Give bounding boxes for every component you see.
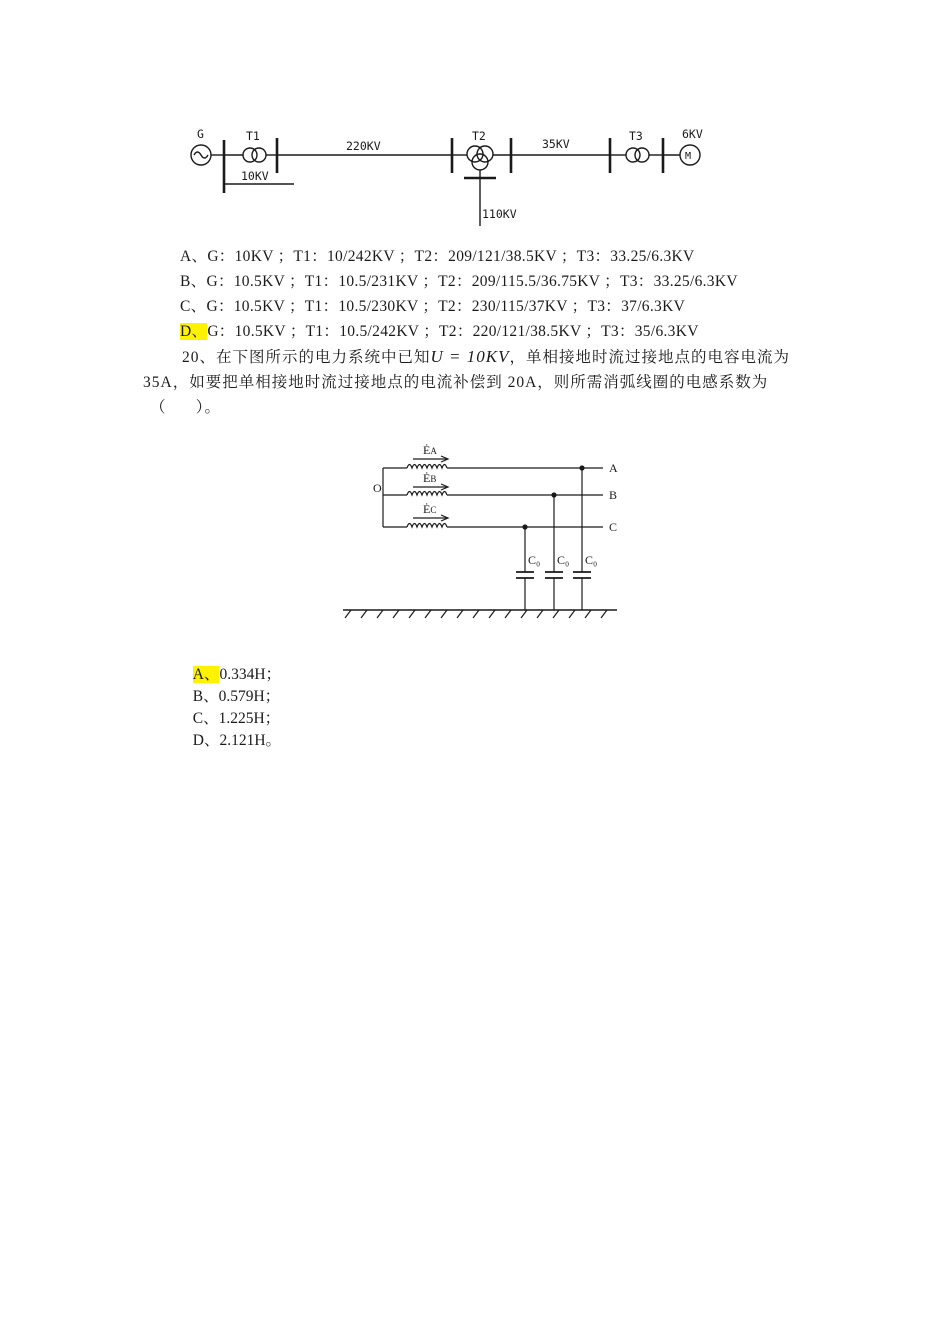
q20-math: U = 10KV <box>430 347 510 366</box>
highlighted-marker: D、 <box>180 323 208 340</box>
ground-hatching <box>345 610 607 618</box>
emf-b-label: ĖB <box>423 471 437 485</box>
option-letter: A <box>180 248 192 265</box>
label-220kv: 220KV <box>346 139 381 153</box>
label-motor: M <box>685 151 692 162</box>
label-t1: T1 <box>246 129 260 143</box>
power-system-diagram <box>180 118 720 228</box>
label-t2: T2 <box>472 129 486 143</box>
emf-c-label: ĖC <box>423 502 437 516</box>
q19-option-a[interactable]: A、G：10KV ；T1：10/242KV ；T2：209/121/38.5KV ；T3：33.25/6.3KV <box>180 248 695 265</box>
label-35kv: 35KV <box>542 137 570 151</box>
q19-option-c[interactable]: C、G：10.5KV ；T1：10.5/230KV ；T2：230/115/37KV ；T3：37/6.3KV <box>180 298 686 315</box>
option-letter: D <box>180 323 192 340</box>
option-letter: C <box>180 298 191 315</box>
option-text: G：10.5KV ；T1：10.5/230KV ；T2：230/115/37KV ；T3：37/6.3KV <box>206 298 686 315</box>
capacitor-3-label: C₀ <box>585 553 598 567</box>
q20-stem-line-3: （ ）。 <box>150 399 222 416</box>
q19-option-b[interactable]: B、G：10.5KV ；T1：10.5/231KV ；T2：209/115.5/36.75KV ；T3：33.25/6.3KV <box>180 273 738 290</box>
capacitor-2-label: C₀ <box>557 553 570 567</box>
label-t3: T3 <box>629 129 643 143</box>
q20-option-a[interactable]: A、0.334H； <box>192 666 282 683</box>
junction-c <box>522 524 527 529</box>
winding-a <box>407 465 447 469</box>
option-text: G：10KV ；T1：10/242KV ；T2：209/121/38.5KV ；T3：33.25/6.3KV <box>207 248 695 265</box>
phase-c-label: C <box>609 520 618 534</box>
winding-b <box>407 492 447 496</box>
junction-a <box>579 465 584 470</box>
label-6kv: 6KV <box>682 127 703 141</box>
phase-a-label: A <box>609 461 618 475</box>
q20-option-c[interactable]: C、1.225H； <box>192 710 281 727</box>
option-text: G：10.5KV ；T1：10.5/242KV ；T2：220/121/38.5KV ；T3：35/6.3KV <box>207 323 699 340</box>
q20-stem-line-1: 20、在下图所示的电力系统中已知U = 10KV，单相接地时流过接地点的电容电流为 <box>182 347 791 366</box>
label-110kv: 110KV <box>482 207 517 221</box>
option-text: G：10.5KV ；T1：10.5/231KV ；T2：209/115.5/36.75KV ；T3：33.25/6.3KV <box>206 273 738 290</box>
capacitor-1-label: C₀ <box>528 553 541 567</box>
label-10kv: 10KV <box>241 169 269 183</box>
three-phase-circuit-diagram <box>335 440 635 625</box>
label-g: G <box>197 127 204 141</box>
q20-option-b[interactable]: B、0.579H； <box>192 688 281 705</box>
highlighted-marker: A、 <box>192 666 220 683</box>
winding-c <box>407 524 447 528</box>
option-letter: B <box>180 273 191 290</box>
emf-a-label: ĖA <box>423 443 437 457</box>
t3-winding-2 <box>635 148 649 162</box>
q20-answers <box>185 644 317 750</box>
q20-stem-line-2: 35A，如要把单相接地时流过接地点的电流补偿到 20A，则所需消弧线圈的电感系数为 <box>143 374 769 391</box>
neutral-label: O <box>373 481 382 495</box>
generator-sine <box>194 152 208 158</box>
q19-option-d[interactable] <box>180 319 699 341</box>
q20-option-d[interactable]: D、2.121H。 <box>192 732 282 749</box>
junction-b <box>551 492 556 497</box>
phase-b-label: B <box>609 488 618 502</box>
t1-winding-2 <box>252 148 266 162</box>
